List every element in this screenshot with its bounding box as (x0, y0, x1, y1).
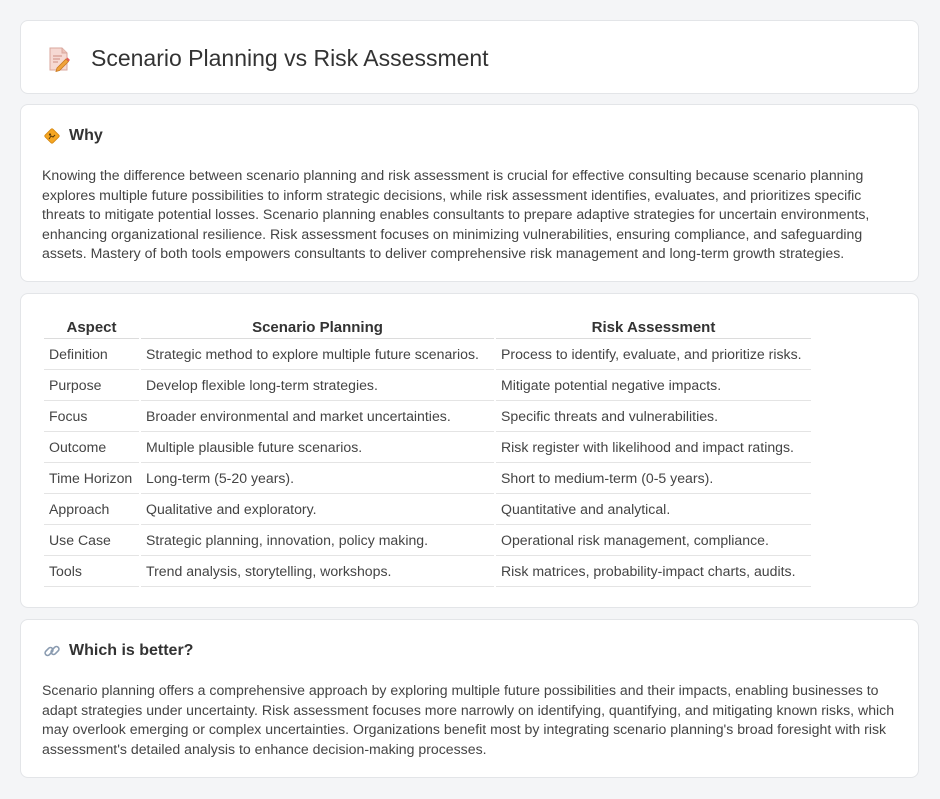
scenario-planning-cell: Strategic method to explore multiple future scenarios. (141, 339, 494, 370)
table-row (44, 339, 811, 370)
table-row (44, 370, 811, 401)
scenario-planning-cell: Broader environmental and market uncertainties. (141, 401, 494, 432)
header-scenario-planning: Scenario Planning (141, 317, 494, 339)
aspect-cell: Tools (44, 556, 139, 587)
risk-assessment-cell: Specific threats and vulnerabilities. (496, 401, 811, 432)
risk-assessment-cell: Operational risk management, compliance. (496, 525, 811, 556)
which-better-section (20, 619, 919, 778)
aspect-cell: Purpose (44, 370, 139, 401)
which-better-heading: Which is better? (69, 642, 194, 659)
why-section (20, 104, 919, 282)
table-row (44, 401, 811, 432)
table-row (44, 432, 811, 463)
risk-assessment-cell: Mitigate potential negative impacts. (496, 370, 811, 401)
title-card (20, 20, 919, 94)
table-row (44, 494, 811, 525)
page-title: Scenario Planning vs Risk Assessment (91, 45, 489, 71)
header-aspect: Aspect (44, 317, 139, 339)
which-better-header (43, 642, 193, 660)
header-risk-assessment: Risk Assessment (496, 317, 811, 339)
table-row (44, 463, 811, 494)
aspect-cell: Definition (44, 339, 139, 370)
aspect-cell: Approach (44, 494, 139, 525)
scenario-planning-cell: Qualitative and exploratory. (141, 494, 494, 525)
which-better-text: Scenario planning offers a comprehensive approach by exploring multiple future possibilities and their impacts, enabling businesses to adapt strategies under uncertainty. Risk assessment focuses more narrowly on identifying, quantifying, and mitigating known risks, which may overlook emerging or complex uncertainties. Organizations benefit most by integrating scenario planning's broad foresight with risk assessment's detailed analysis to enhance decision-making processes. (42, 682, 895, 757)
link-icon (43, 642, 61, 660)
why-heading: Why (69, 127, 103, 144)
risk-assessment-cell: Quantitative and analytical. (496, 494, 811, 525)
title-row (47, 45, 489, 72)
scenario-planning-cell: Multiple plausible future scenarios. (141, 432, 494, 463)
table-header-row (44, 317, 811, 339)
why-header (43, 127, 103, 145)
diamond-sign-icon (43, 127, 61, 145)
comparison-table (42, 317, 813, 587)
table-row (44, 556, 811, 587)
scenario-planning-cell: Strategic planning, innovation, policy making. (141, 525, 494, 556)
aspect-cell: Focus (44, 401, 139, 432)
risk-assessment-cell: Risk matrices, probability-impact charts, audits. (496, 556, 811, 587)
risk-assessment-cell: Process to identify, evaluate, and prioritize risks. (496, 339, 811, 370)
scenario-planning-cell: Develop flexible long-term strategies. (141, 370, 494, 401)
aspect-cell: Use Case (44, 525, 139, 556)
scenario-planning-cell: Trend analysis, storytelling, workshops. (141, 556, 494, 587)
aspect-cell: Time Horizon (44, 463, 139, 494)
aspect-cell: Outcome (44, 432, 139, 463)
table-row (44, 525, 811, 556)
why-text: Knowing the difference between scenario planning and risk assessment is crucial for effective consulting because scenario planning explores multiple future possibilities to inform strategic decisions, while risk assessment identifies, evaluates, and prioritizes specific threats to mitigate potential losses. Scenario planning enables consultants to prepare adaptive strategies for uncertain environments, enhancing organizational resilience. Risk assessment focuses on minimizing vulnerabilities, ensuring compliance, and safeguarding assets. Mastery of both tools empowers consultants to deliver comprehensive risk management and long-term growth strategies. (42, 167, 870, 261)
risk-assessment-cell: Risk register with likelihood and impact ratings. (496, 432, 811, 463)
document-pencil-icon (47, 46, 71, 72)
scenario-planning-cell: Long-term (5-20 years). (141, 463, 494, 494)
comparison-section (20, 293, 919, 608)
risk-assessment-cell: Short to medium-term (0-5 years). (496, 463, 811, 494)
